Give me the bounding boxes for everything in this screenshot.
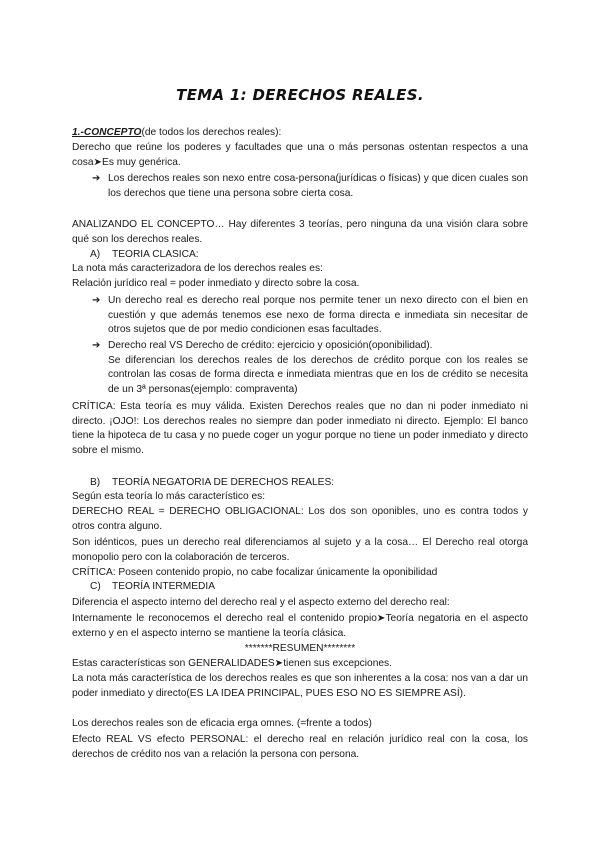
- teoria-b-title: TEORÍA NEGATORIA DE DERECHOS REALES:: [112, 477, 335, 488]
- teoria-a-bullet2-body: Se diferencian los derechos reales de los derechos de crédito porque con los reales se controlan las cosas de forma directa e inmediata mientras que en los de crédito se necesita de un 3ª personas(ejemplo: compraventa): [108, 354, 528, 395]
- arrow-bullet-icon: ➔: [92, 173, 101, 184]
- resumen-p1: Estas características son GENERALIDADES➤tienen sus excepciones.: [72, 658, 392, 669]
- teoria-b-line3: Son idénticos, pues un derecho real diferenciamos al sujeto y a la cosa… El Derecho real otorga monopolio pero con la colaboración de terceros.: [72, 537, 528, 563]
- teoria-a-bullet2-title: Derecho real VS Derecho de crédito: ejercicio y oposición(oponibilidad).: [108, 340, 433, 351]
- resumen-heading: *******RESUMEN********: [244, 643, 356, 654]
- teoria-a-heading: [90, 248, 199, 263]
- resumen-p2: La nota más característica de los derechos reales es que son inherentes a la cosa: nos van a dar un poder inmediato y directo(ES LA IDEA PRINCIPAL, PUES ESO NO ES SIEMPRE ASÍ).: [72, 673, 528, 699]
- resumen-p4: Efecto REAL VS efecto PERSONAL: el derecho real en relación jurídico real con la cosa, los derechos de crédito nos van a relación la persona con persona.: [72, 734, 528, 760]
- teoria-a-letter: A): [90, 249, 101, 260]
- teoria-a-critica: CRÍTICA: Esta teoría es muy válida. Existen Derechos reales que no dan ni poder inmediato ni directo. ¡OJO!: Los derechos reales no siempre dan poder inmediato ni directo. Ejemplo: El banco tiene la hipoteca de tu casa y no puede coger un yogur porque no tiene un poder inmediato y directo sobre el mismo.: [72, 401, 528, 456]
- teoria-a-title: TEORIA CLASICA:: [112, 249, 199, 260]
- teoria-b-line2: DERECHO REAL = DERECHO OBLIGACIONAL: Los dos son oponibles, uno es contra todos y otros contra alguno.: [72, 506, 528, 532]
- teoria-c-letter: C): [90, 581, 101, 592]
- concepto-heading: 1.-CONCEPTO: [72, 127, 142, 138]
- concepto-bullet-text: Los derechos reales son nexo entre cosa-persona(jurídicas o físicas) y que dicen cuales son los derechos que tiene una persona sobre cierta cosa.: [108, 173, 528, 199]
- teoria-a-bullet1-text: Un derecho real es derecho real porque nos permite tener un nexo directo con el bien en cuestión y que además tenemos ese nexo de forma directa e inmediata sin necesitar de otros sujetos que de por medio condicionen esas facultades.: [108, 295, 528, 336]
- arrow-bullet-icon: ➔: [92, 340, 101, 351]
- concepto-body: Derecho que reúne los poderes y facultades que una o más personas ostentan respectos a una cosa➤Es muy genérica.: [72, 142, 528, 168]
- concepto-bullet: [92, 172, 528, 201]
- teoria-a-line2: Relación jurídico real = poder inmediato y directo sobre la cosa.: [72, 278, 360, 289]
- teoria-c-title: TEORÍA INTERMEDIA: [112, 581, 216, 592]
- teoria-c-line2: Internamente le reconocemos el derecho real el contenido propio➤Teoría negatoria en el aspecto externo y en el aspecto interno se mantiene la teoría clásica.: [72, 613, 528, 639]
- resumen-p3: Los derechos reales son de eficacia erga omnes. (=frente a todos): [72, 718, 372, 729]
- arrow-bullet-icon: ➔: [92, 295, 101, 306]
- teoria-b-critica: CRÍTICA: Poseen contenido propio, no cabe focalizar únicamente la oponibilidad: [72, 567, 438, 578]
- teoria-c-heading: [90, 580, 215, 595]
- page-title: TEMA 1: DERECHOS REALES.: [176, 86, 424, 104]
- teoria-a-line1: La nota más caracterizadora de los derechos reales es:: [72, 263, 323, 274]
- teoria-c-line1: Diferencia el aspecto interno del derecho real y el aspecto externo del derecho real:: [72, 597, 450, 608]
- concepto-heading-line: [72, 126, 528, 141]
- teoria-b-line1: Según esta teoría lo más característico es:: [72, 491, 266, 502]
- teoria-a-bullet1: [92, 294, 528, 338]
- teoria-b-heading: [90, 476, 334, 491]
- analizando-paragraph: ANALIZANDO EL CONCEPTO… Hay diferentes 3 teorías, pero ninguna da una visión clara sobre qué son los derechos reales.: [72, 219, 528, 245]
- teoria-a-bullet2: [92, 339, 528, 397]
- concepto-heading-suffix: (de todos los derechos reales):: [141, 127, 282, 138]
- teoria-b-letter: B): [90, 477, 101, 488]
